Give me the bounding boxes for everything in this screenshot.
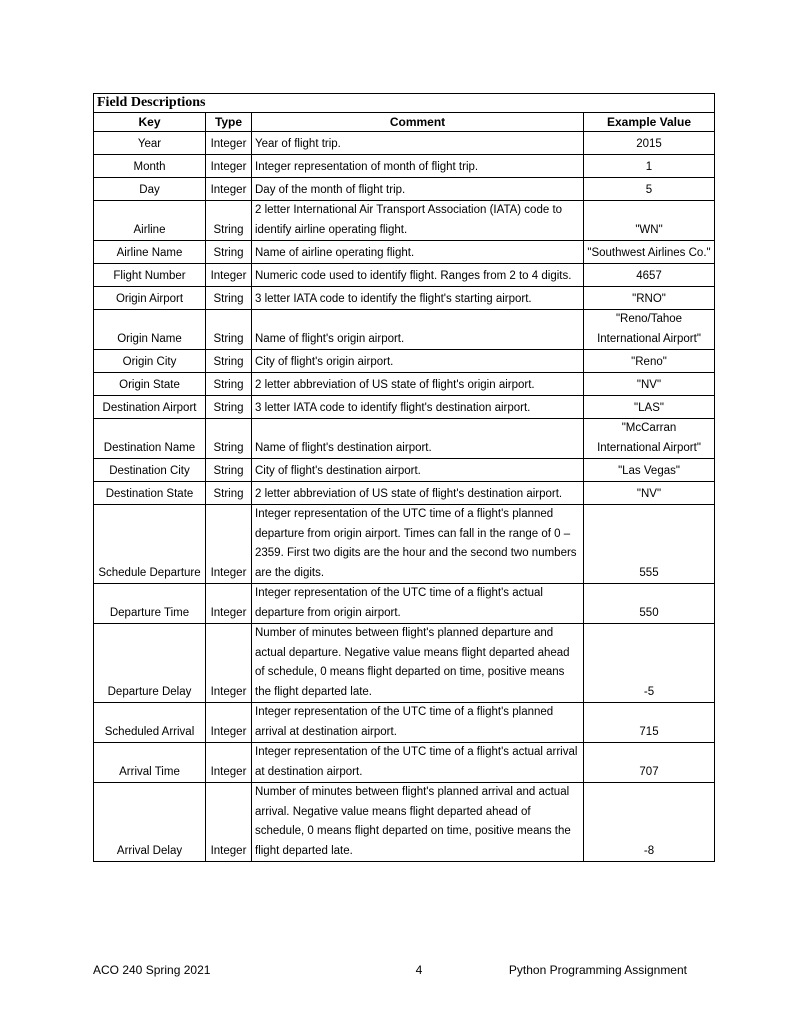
- row-type: String: [206, 373, 252, 396]
- row-example: 5: [584, 178, 715, 201]
- row-type: String: [206, 310, 252, 350]
- row-example: "Reno": [584, 350, 715, 373]
- row-comment: 2 letter International Air Transport Association (IATA) code to identify airline operating flight.: [252, 201, 584, 241]
- row-example: "RNO": [584, 287, 715, 310]
- row-example: "Southwest Airlines Co.": [584, 241, 715, 264]
- row-example: "NV": [584, 373, 715, 396]
- row-type: Integer: [206, 624, 252, 703]
- row-type: Integer: [206, 783, 252, 862]
- table-header-row: [94, 113, 715, 132]
- table-row: [94, 396, 715, 419]
- row-type: String: [206, 482, 252, 505]
- field-descriptions-table: [93, 93, 715, 862]
- table-row: [94, 419, 715, 459]
- row-example: 550: [584, 584, 715, 624]
- row-example: 1: [584, 155, 715, 178]
- row-example: "Reno/Tahoe International Airport": [584, 310, 715, 350]
- row-type: Integer: [206, 155, 252, 178]
- row-example: "WN": [584, 201, 715, 241]
- row-key: Day: [94, 178, 206, 201]
- row-type: Integer: [206, 743, 252, 783]
- row-key: Airline Name: [94, 241, 206, 264]
- table-title: Field Descriptions: [94, 94, 715, 113]
- table-row: [94, 178, 715, 201]
- row-type: Integer: [206, 264, 252, 287]
- table-row: [94, 310, 715, 350]
- row-key: Origin State: [94, 373, 206, 396]
- row-key: Airline: [94, 201, 206, 241]
- row-type: String: [206, 459, 252, 482]
- row-key: Departure Delay: [94, 624, 206, 703]
- row-key: Destination City: [94, 459, 206, 482]
- row-example: 555: [584, 505, 715, 584]
- row-key: Scheduled Arrival: [94, 703, 206, 743]
- table-row: [94, 482, 715, 505]
- table-row: [94, 624, 715, 703]
- footer-page-number: 4: [415, 963, 423, 977]
- row-key: Arrival Delay: [94, 783, 206, 862]
- row-key: Year: [94, 132, 206, 155]
- row-key: Destination State: [94, 482, 206, 505]
- row-example: "McCarran International Airport": [584, 419, 715, 459]
- row-type: Integer: [206, 584, 252, 624]
- table-row: [94, 783, 715, 862]
- row-key: Departure Time: [94, 584, 206, 624]
- row-key: Origin Name: [94, 310, 206, 350]
- row-example: -5: [584, 624, 715, 703]
- table-row: [94, 505, 715, 584]
- table-row: [94, 241, 715, 264]
- table-row: [94, 373, 715, 396]
- table-row: [94, 201, 715, 241]
- row-comment: Integer representation of the UTC time of a flight's actual arrival at destination airport.: [252, 743, 584, 783]
- header-type: Type: [206, 113, 252, 132]
- row-example: 2015: [584, 132, 715, 155]
- footer-course: ACO 240 Spring 2021: [93, 963, 211, 977]
- table-row: [94, 584, 715, 624]
- row-type: Integer: [206, 178, 252, 201]
- row-type: String: [206, 396, 252, 419]
- row-example: 4657: [584, 264, 715, 287]
- row-type: Integer: [206, 505, 252, 584]
- field-descriptions-table-wrap: [93, 93, 714, 862]
- row-example: -8: [584, 783, 715, 862]
- header-comment: Comment: [252, 113, 584, 132]
- row-key: Flight Number: [94, 264, 206, 287]
- row-example: "NV": [584, 482, 715, 505]
- row-comment: Name of flight's origin airport.: [252, 310, 584, 350]
- row-type: String: [206, 241, 252, 264]
- table-row: [94, 287, 715, 310]
- row-type: String: [206, 350, 252, 373]
- row-comment: Number of minutes between flight's planned arrival and actual arrival. Negative value means flight departed ahead of schedule, 0 means flight departed on time, positive means the flight departed late.: [252, 783, 584, 862]
- row-type: Integer: [206, 132, 252, 155]
- row-type: Integer: [206, 703, 252, 743]
- row-comment: Day of the month of flight trip.: [252, 178, 584, 201]
- row-comment: 2 letter abbreviation of US state of flight's origin airport.: [252, 373, 584, 396]
- row-key: Arrival Time: [94, 743, 206, 783]
- table-row: [94, 264, 715, 287]
- row-comment: 2 letter abbreviation of US state of flight's destination airport.: [252, 482, 584, 505]
- row-key: Schedule Departure: [94, 505, 206, 584]
- table-row: [94, 155, 715, 178]
- row-comment: Numeric code used to identify flight. Ranges from 2 to 4 digits.: [252, 264, 584, 287]
- row-comment: Integer representation of month of flight trip.: [252, 155, 584, 178]
- table-title-row: [94, 94, 715, 113]
- row-comment: Number of minutes between flight's planned departure and actual departure. Negative value means flight departed ahead of schedule, 0 means flight departed on time, positive means the flight departed late.: [252, 624, 584, 703]
- table-row: [94, 743, 715, 783]
- row-example: 715: [584, 703, 715, 743]
- row-example: "Las Vegas": [584, 459, 715, 482]
- header-key: Key: [94, 113, 206, 132]
- table-row: [94, 350, 715, 373]
- row-comment: 3 letter IATA code to identify the flight's starting airport.: [252, 287, 584, 310]
- row-comment: Name of flight's destination airport.: [252, 419, 584, 459]
- row-key: Destination Airport: [94, 396, 206, 419]
- row-key: Origin City: [94, 350, 206, 373]
- row-comment: Integer representation of the UTC time of a flight's actual departure from origin airport.: [252, 584, 584, 624]
- footer-assignment: Python Programming Assignment: [508, 963, 687, 977]
- row-type: String: [206, 201, 252, 241]
- row-example: "LAS": [584, 396, 715, 419]
- row-type: String: [206, 419, 252, 459]
- row-comment: 3 letter IATA code to identify flight's destination airport.: [252, 396, 584, 419]
- table-row: [94, 703, 715, 743]
- row-comment: Integer representation of the UTC time of a flight's planned departure from origin airport. Times can fall in the range of 0 – 2359. First two digits are the hour and the second two numbers are the digits.: [252, 505, 584, 584]
- row-comment: Year of flight trip.: [252, 132, 584, 155]
- row-type: String: [206, 287, 252, 310]
- row-key: Month: [94, 155, 206, 178]
- row-key: Origin Airport: [94, 287, 206, 310]
- table-row: [94, 459, 715, 482]
- table-row: [94, 132, 715, 155]
- row-comment: Integer representation of the UTC time of a flight's planned arrival at destination airport.: [252, 703, 584, 743]
- row-example: 707: [584, 743, 715, 783]
- row-comment: Name of airline operating flight.: [252, 241, 584, 264]
- row-comment: City of flight's origin airport.: [252, 350, 584, 373]
- row-comment: City of flight's destination airport.: [252, 459, 584, 482]
- header-example: Example Value: [584, 113, 715, 132]
- row-key: Destination Name: [94, 419, 206, 459]
